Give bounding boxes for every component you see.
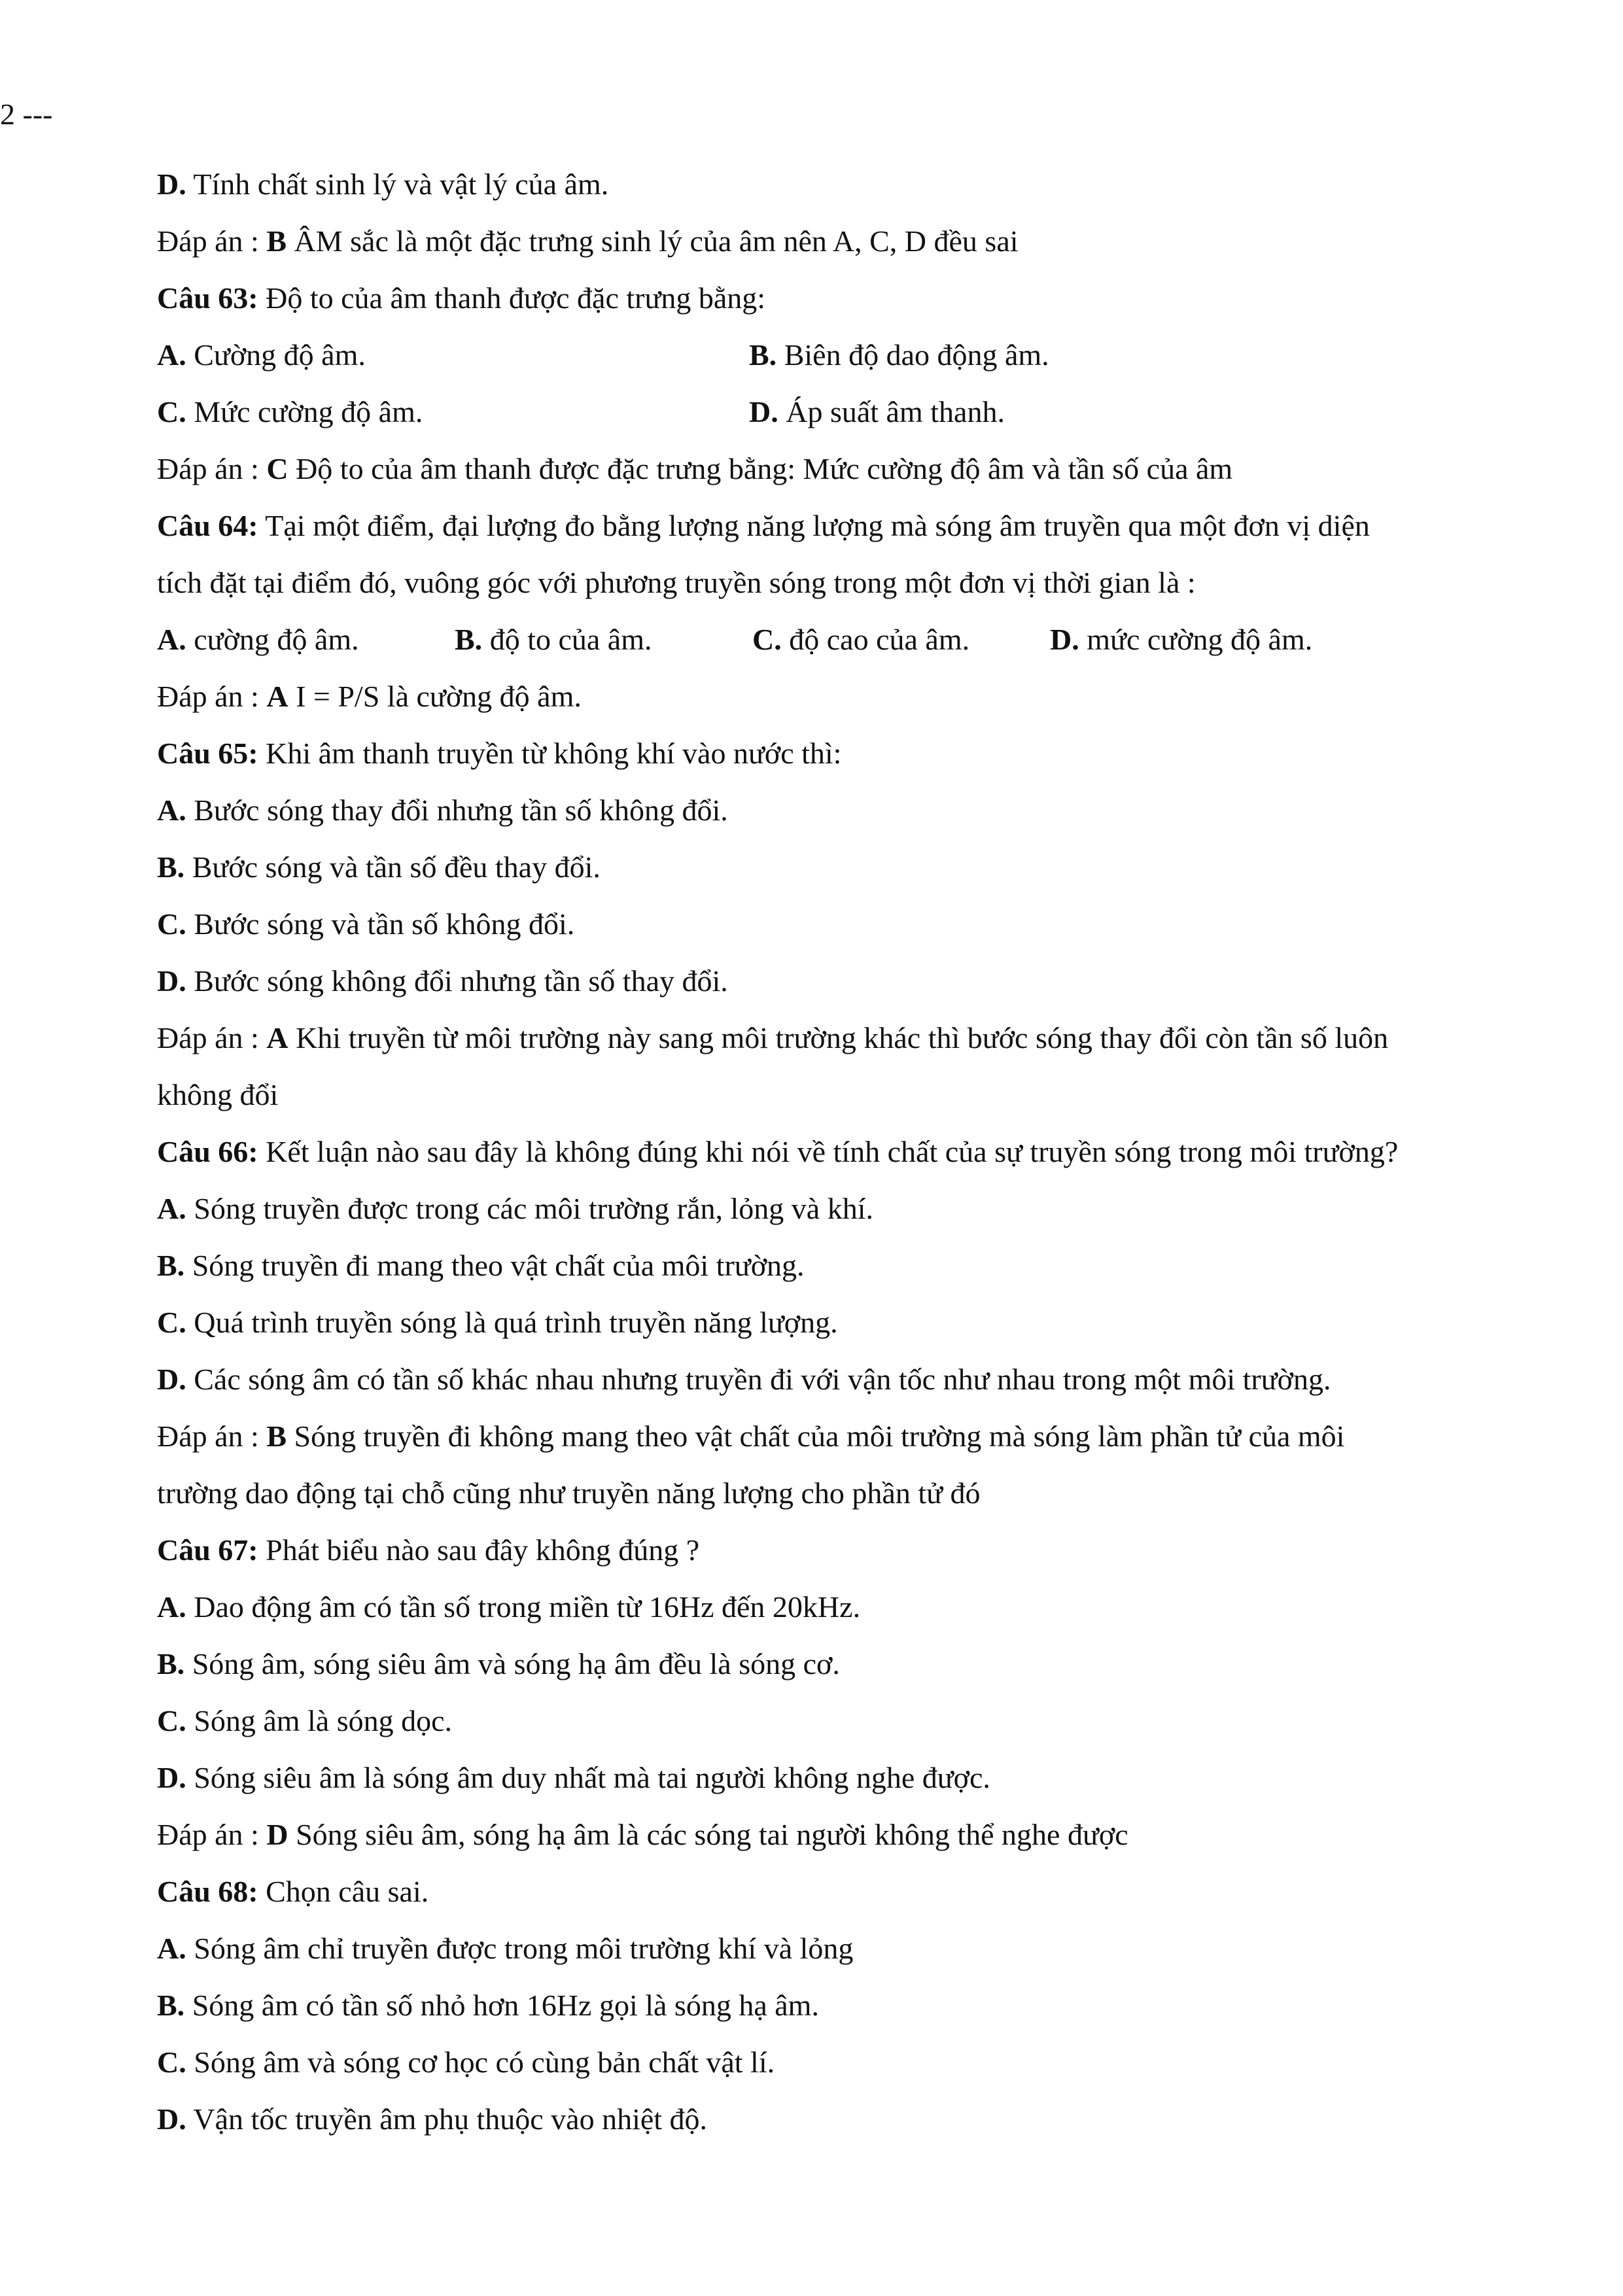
option-line xyxy=(157,1294,1563,1351)
option-text: Sóng siêu âm là sóng âm duy nhất mà tai người không nghe được. xyxy=(186,1761,990,1794)
question-text: Chọn câu sai. xyxy=(258,1875,429,1908)
option-label: B. xyxy=(455,623,483,656)
option-text: Dao động âm có tần số trong miền từ 16Hz đến 20kHz. xyxy=(186,1590,861,1624)
answer-key: D xyxy=(266,1818,288,1851)
option-label: B. xyxy=(157,850,185,884)
continuation-line xyxy=(157,1465,1563,1522)
option-cell xyxy=(455,611,752,668)
answer-explanation: I = P/S là cường độ âm. xyxy=(288,680,582,713)
answer-prefix: Đáp án : xyxy=(157,680,267,713)
option-line xyxy=(157,1351,1563,1408)
answer-key: A xyxy=(266,1021,288,1054)
answer-prefix: Đáp án : xyxy=(157,1419,267,1453)
option-cell xyxy=(157,383,749,440)
option-label: A. xyxy=(157,1932,186,1965)
option-text: Sóng âm, sóng siêu âm và sóng hạ âm đều là sóng cơ. xyxy=(184,1647,840,1680)
option-cell xyxy=(749,326,1341,383)
option-line xyxy=(157,1578,1563,1635)
option-text: Vận tốc truyền âm phụ thuộc vào nhiệt độ. xyxy=(186,2102,708,2136)
option-line xyxy=(157,156,1563,213)
option-label: A. xyxy=(157,1192,186,1225)
option-label: D. xyxy=(1050,623,1079,656)
option-label: C. xyxy=(157,1704,186,1737)
option-text: Sóng âm và sóng cơ học có cùng bản chất vật lí. xyxy=(186,2045,775,2079)
option-text: Biên độ dao động âm. xyxy=(777,338,1049,372)
option-line xyxy=(157,1635,1563,1692)
question-line xyxy=(157,1522,1563,1578)
answer-line xyxy=(157,213,1563,270)
question-label: Câu 67: xyxy=(157,1533,258,1567)
option-cell xyxy=(1050,611,1377,668)
option-line xyxy=(157,1920,1563,1977)
option-label: D. xyxy=(157,2102,186,2136)
option-text: Bước sóng thay đổi nhưng tần số không đổi. xyxy=(186,793,728,827)
answer-prefix: Đáp án : xyxy=(157,452,267,485)
option-label: C. xyxy=(157,2045,186,2079)
page-marker: 2 --- xyxy=(0,97,53,131)
question-label: Câu 68: xyxy=(157,1875,258,1908)
option-line xyxy=(157,1180,1563,1237)
question-label: Câu 65: xyxy=(157,737,258,770)
question-text: Kết luận nào sau đây là không đúng khi nói về tính chất của sự truyền sóng trong môi trường? xyxy=(258,1135,1399,1168)
document-body xyxy=(157,156,1563,2148)
option-cell xyxy=(749,383,1341,440)
continuation-text: không đổi xyxy=(157,1078,279,1111)
option-line xyxy=(157,1237,1563,1294)
option-label: B. xyxy=(157,1647,185,1680)
option-text: mức cường độ âm. xyxy=(1079,623,1313,656)
option-label: A. xyxy=(157,1590,186,1624)
answer-line xyxy=(157,1009,1563,1066)
option-text: Quá trình truyền sóng là quá trình truyền năng lượng. xyxy=(186,1306,838,1339)
answer-explanation: Khi truyền từ môi trường này sang môi trường khác thì bước sóng thay đổi còn tần số luôn xyxy=(288,1021,1389,1054)
option-text: Mức cường độ âm. xyxy=(186,395,423,428)
answer-explanation: ÂM sắc là một đặc trưng sinh lý của âm nên A, C, D đều sai xyxy=(287,224,1019,258)
option-text: Tính chất sinh lý và vật lý của âm. xyxy=(186,167,609,201)
option-text: Sóng truyền được trong các môi trường rắn, lỏng và khí. xyxy=(186,1192,873,1225)
question-line xyxy=(157,1863,1563,1920)
answer-line xyxy=(157,440,1563,497)
option-text: độ to của âm. xyxy=(482,623,652,656)
question-line xyxy=(157,270,1563,326)
option-label: C. xyxy=(157,395,186,428)
continuation-text: trường dao động tại chỗ cũng như truyền năng lượng cho phần tử đó xyxy=(157,1476,981,1510)
answer-explanation: Sóng truyền đi không mang theo vật chất của môi trường mà sóng làm phần tử của môi xyxy=(287,1419,1345,1453)
option-line xyxy=(157,896,1563,952)
option-label: C. xyxy=(157,907,186,941)
option-line xyxy=(157,1692,1563,1749)
option-row xyxy=(157,326,1563,383)
option-label: B. xyxy=(749,338,777,372)
option-cell xyxy=(157,326,749,383)
option-line xyxy=(157,2091,1563,2148)
question-text: Khi âm thanh truyền từ không khí vào nước thì: xyxy=(258,737,842,770)
option-cell xyxy=(157,611,455,668)
question-line xyxy=(157,497,1563,554)
answer-explanation: Sóng siêu âm, sóng hạ âm là các sóng tai người không thể nghe được xyxy=(288,1818,1128,1851)
option-row xyxy=(157,611,1563,668)
question-label: Câu 66: xyxy=(157,1135,258,1168)
continuation-line xyxy=(157,554,1563,611)
option-label: D. xyxy=(157,964,186,998)
option-text: độ cao của âm. xyxy=(781,623,970,656)
option-line xyxy=(157,782,1563,839)
option-label: D. xyxy=(749,395,778,428)
option-label: A. xyxy=(157,623,186,656)
continuation-text: tích đặt tại điểm đó, vuông góc với phương truyền sóng trong một đơn vị thời gian là : xyxy=(157,566,1196,599)
option-text: Bước sóng không đổi nhưng tần số thay đổi. xyxy=(186,964,728,998)
option-text: Cường độ âm. xyxy=(186,338,366,372)
answer-prefix: Đáp án : xyxy=(157,1021,267,1054)
option-line xyxy=(157,1977,1563,2034)
option-label: D. xyxy=(157,1761,186,1794)
option-text: Sóng truyền đi mang theo vật chất của môi trường. xyxy=(184,1249,805,1282)
question-text: Độ to của âm thanh được đặc trưng bằng: xyxy=(258,281,766,315)
option-label: D. xyxy=(157,167,186,201)
question-label: Câu 63: xyxy=(157,281,258,315)
answer-key: A xyxy=(266,680,288,713)
option-label: B. xyxy=(157,1989,185,2022)
answer-line xyxy=(157,1408,1563,1465)
option-label: A. xyxy=(157,793,186,827)
question-text: Tại một điểm, đại lượng đo bằng lượng năng lượng mà sóng âm truyền qua một đơn vị diện xyxy=(258,509,1370,542)
option-cell xyxy=(752,611,1050,668)
answer-key: C xyxy=(266,452,288,485)
option-text: Các sóng âm có tần số khác nhau nhưng truyền đi với vận tốc như nhau trong một môi trường. xyxy=(186,1363,1331,1396)
answer-prefix: Đáp án : xyxy=(157,1818,267,1851)
option-label: D. xyxy=(157,1363,186,1396)
option-text: Sóng âm là sóng dọc. xyxy=(186,1704,453,1737)
option-text: Áp suất âm thanh. xyxy=(778,395,1005,428)
answer-line xyxy=(157,668,1563,725)
option-text: Sóng âm chỉ truyền được trong môi trường khí và lỏng xyxy=(186,1932,854,1965)
answer-key: B xyxy=(266,224,287,258)
answer-explanation: Độ to của âm thanh được đặc trưng bằng: Mức cường độ âm và tần số của âm xyxy=(288,452,1233,485)
question-text: Phát biểu nào sau đây không đúng ? xyxy=(258,1533,700,1567)
option-row xyxy=(157,383,1563,440)
option-line xyxy=(157,952,1563,1009)
question-label: Câu 64: xyxy=(157,509,258,542)
option-label: C. xyxy=(157,1306,186,1339)
answer-key: B xyxy=(266,1419,287,1453)
option-label: A. xyxy=(157,338,186,372)
option-label: C. xyxy=(752,623,782,656)
option-line xyxy=(157,2034,1563,2091)
question-line xyxy=(157,1123,1563,1180)
option-label: B. xyxy=(157,1249,185,1282)
option-text: Sóng âm có tần số nhỏ hơn 16Hz gọi là sóng hạ âm. xyxy=(184,1989,819,2022)
option-text: Bước sóng và tần số đều thay đổi. xyxy=(184,850,601,884)
question-line xyxy=(157,725,1563,782)
answer-prefix: Đáp án : xyxy=(157,224,267,258)
option-text: Bước sóng và tần số không đổi. xyxy=(186,907,575,941)
option-line xyxy=(157,1749,1563,1806)
option-line xyxy=(157,839,1563,896)
option-text: cường độ âm. xyxy=(186,623,359,656)
continuation-line xyxy=(157,1066,1563,1123)
answer-line xyxy=(157,1806,1563,1863)
